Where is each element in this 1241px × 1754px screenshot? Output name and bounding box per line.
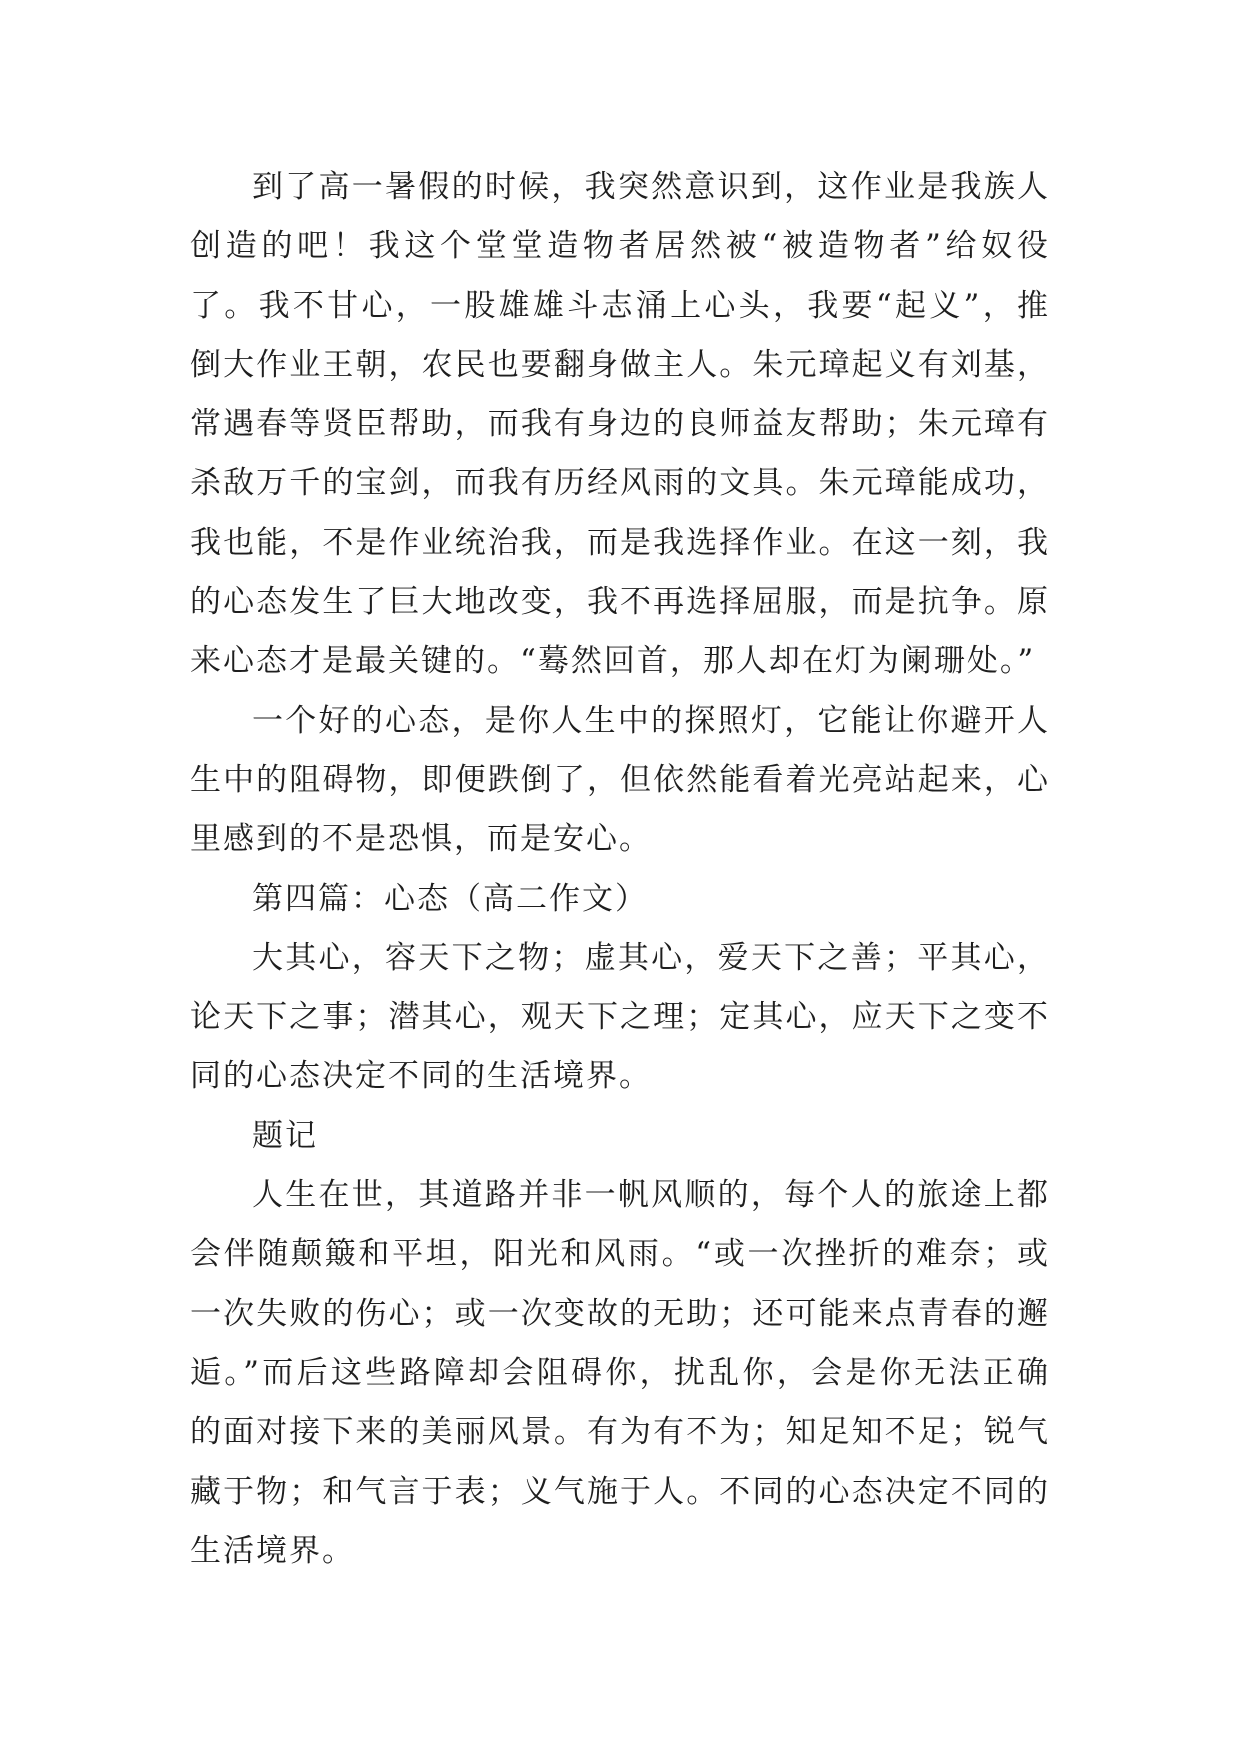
paragraph-epigraph: 大其心，容天下之物；虚其心，爱天下之善；平其心，论天下之事；潜其心，观天下之理；定其心，应天下之变不同的心态决定不同的生活境界。 xyxy=(190,939,1050,1095)
document-body xyxy=(190,158,1050,1581)
paragraph-uprising: 到了高一暑假的时候，我突然意识到，这作业是我族人创造的吧！我这个堂堂造物者居然被“被造物者”给奴役了。我不甘心，一股雄雄斗志涌上心头，我要“起义”，推倒大作业王朝，农民也要翻身做主人。朱元璋起义有刘基，常遇春等贤臣帮助，而我有身边的良师益友帮助；朱元璋有杀敌万千的宝剑，而我有历经风雨的文具。朱元璋能成功，我也能，不是作业统治我，而是我选择作业。在这一刻，我的心态发生了巨大地改变，我不再选择屈服，而是抗争。原来心态才是最关键的。“蓦然回首，那人却在灯为阑珊处。” xyxy=(190,169,1050,680)
epigraph-label: 题记 xyxy=(252,1117,318,1154)
section-heading: 第四篇：心态（高二作文） xyxy=(252,880,648,917)
paragraph-life-path: 人生在世，其道路并非一帆风顺的，每个人的旅途上都会伴随颠簸和平坦，阳光和风雨。“或一次挫折的难奈；或一次失败的伤心；或一次变故的无助；还可能来点青春的邂逅。”而后这些路障却会阻碍你，扰乱你，会是你无法正确的面对接下来的美丽风景。有为有不为；知足知不足；锐气藏于物；和气言于表；义气施于人。不同的心态决定不同的生活境界。 xyxy=(190,1177,1050,1569)
paragraph-searchlight: 一个好的心态，是你人生中的探照灯，它能让你避开人生中的阻碍物，即便跌倒了，但依然能看着光亮站起来，心里感到的不是恐惧，而是安心。 xyxy=(190,702,1050,858)
